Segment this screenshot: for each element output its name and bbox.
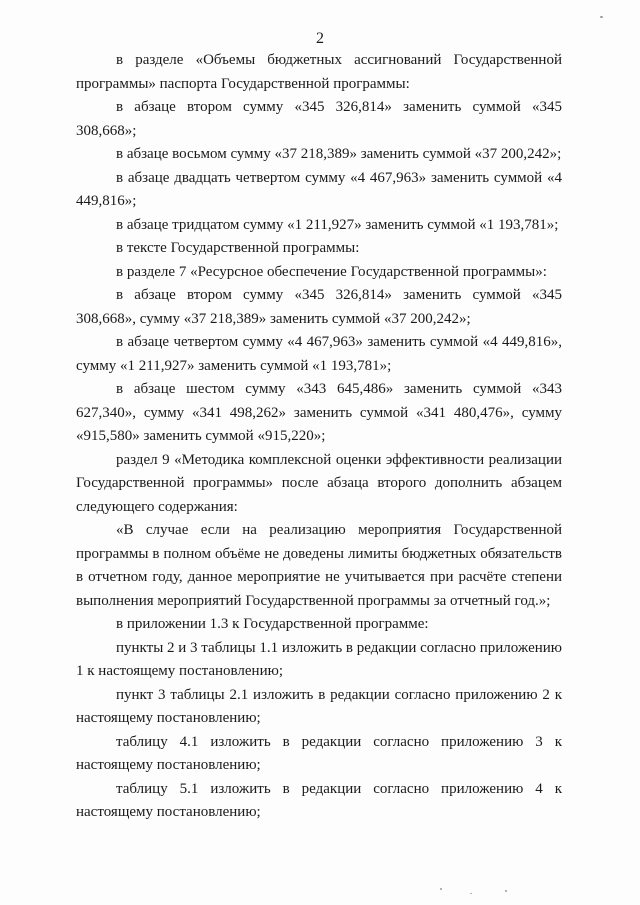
paragraph: пункты 2 и 3 таблицы 1.1 изложить в редакции согласно приложению 1 к настоящему постановлению;	[76, 639, 563, 679]
document-body	[76, 49, 562, 825]
scan-speck	[440, 888, 442, 890]
page-number: 2	[316, 30, 324, 47]
scan-speck	[505, 890, 507, 892]
paragraph: в абзаце тридцатом сумму «1 211,927» заменить суммой «1 193,781»;	[116, 216, 559, 233]
paragraph: в разделе «Объемы бюджетных ассигнований Государственной программы» паспорта Государственной программы:	[76, 52, 562, 92]
scan-speck	[600, 16, 603, 18]
paragraph: в тексте Государственной программы:	[116, 240, 360, 256]
paragraph: в абзаце шестом сумму «343 645,486» заменить суммой «343 627,340», сумму «341 498,262» заменить суммой «341 480,476», сумму «915,580» заменить суммой «915,220»;	[76, 381, 562, 444]
paragraph: таблицу 5.1 изложить в редакции согласно приложению 4 к настоящему постановлению;	[76, 780, 562, 820]
paragraph: в абзаце четвертом сумму «4 467,963» заменить суммой «4 449,816», сумму «1 211,927» заменить суммой «1 193,781»;	[76, 334, 562, 374]
paragraph: в приложении 1.3 к Государственной программе:	[116, 616, 429, 632]
paragraph: пункт 3 таблицы 2.1 изложить в редакции согласно приложению 2 к настоящему постановлению;	[76, 686, 562, 726]
paragraph: в абзаце втором сумму «345 326,814» заменить суммой «345 308,668»;	[76, 99, 562, 139]
paragraph: в абзаце восьмом сумму «37 218,389» заменить суммой «37 200,242»;	[116, 146, 562, 162]
paragraph: в абзаце втором сумму «345 326,814» заменить суммой «345 308,668», сумму «37 218,389» заменить суммой «37 200,242»;	[76, 287, 562, 327]
paragraph: в абзаце двадцать четвертом сумму «4 467,963» заменить суммой «4 449,816»;	[76, 169, 562, 209]
paragraph: «В случае если на реализацию мероприятия Государственной программы в полном объёме не доведены лимиты бюджетных обязательств в отчетном году, данное мероприятие не учитывается при расчёте степени выполнения мероприятий Государственной программы за отчетный год.»;	[76, 522, 562, 609]
paragraph: в разделе 7 «Ресурсное обеспечение Государственной программы»:	[116, 263, 547, 280]
paragraph: раздел 9 «Методика комплексной оценки эффективности реализации Государственной программы» после абзаца второго дополнить абзацем следующего содержания:	[76, 451, 562, 515]
paragraph: таблицу 4.1 изложить в редакции согласно приложению 3 к настоящему постановлению;	[76, 733, 562, 773]
scan-speck	[470, 893, 472, 894]
